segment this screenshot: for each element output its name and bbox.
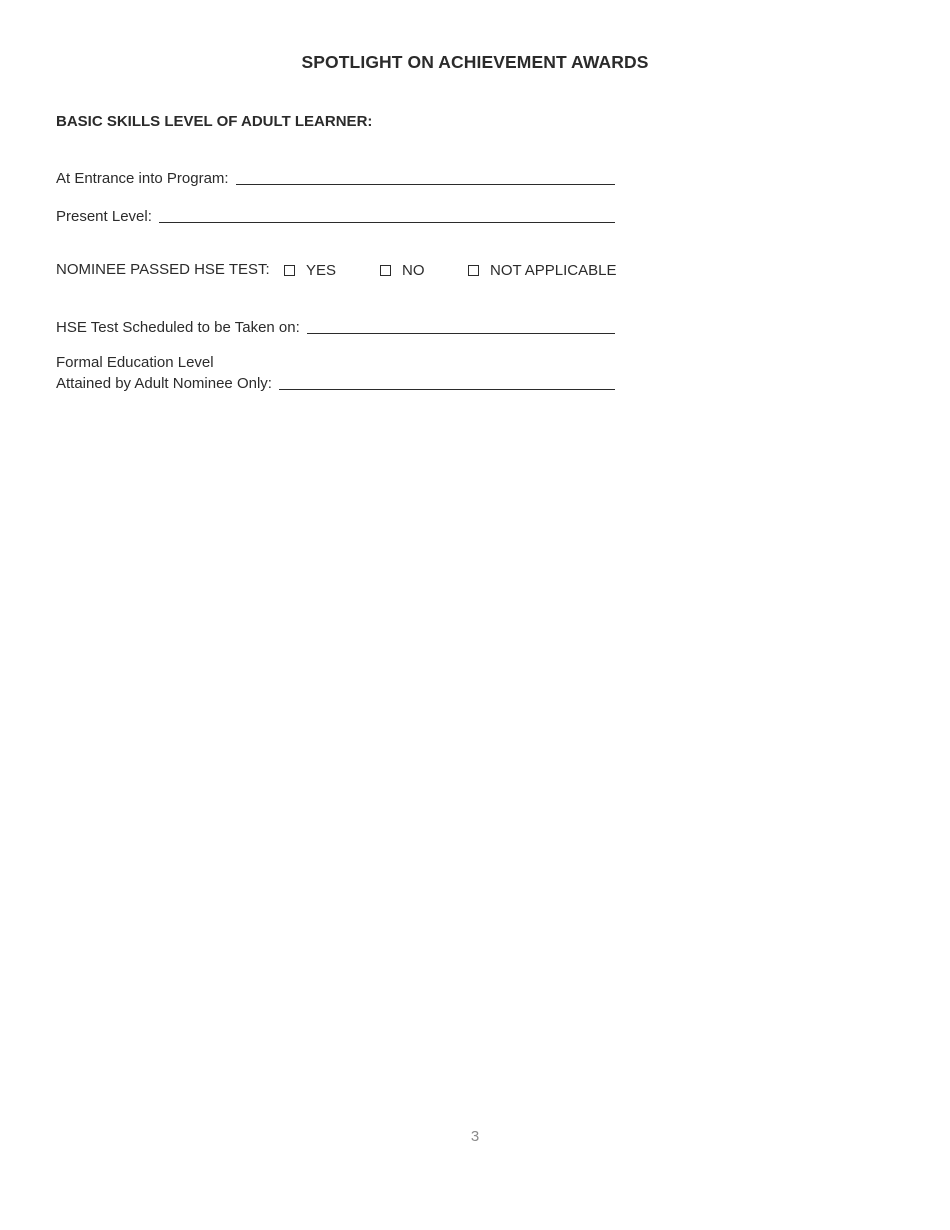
formal-education-label-line1: Formal Education Level: [56, 354, 214, 371]
hse-scheduled-label: HSE Test Scheduled to be Taken on:: [56, 319, 300, 336]
page-number: 3: [470, 1128, 480, 1145]
hse-scheduled-input-line[interactable]: [307, 318, 615, 334]
entrance-level-label: At Entrance into Program:: [56, 170, 229, 187]
formal-education-field: [56, 354, 615, 392]
hse-test-row: [56, 261, 656, 281]
section-heading: BASIC SKILLS LEVEL OF ADULT LEARNER:: [56, 113, 373, 130]
no-option-label: NO: [402, 261, 425, 279]
present-level-field: [56, 205, 615, 225]
hse-option-no[interactable]: [380, 261, 425, 279]
page-title: SPOTLIGHT ON ACHIEVEMENT AWARDS: [301, 52, 649, 72]
hse-option-not-applicable[interactable]: [468, 261, 616, 279]
present-level-label: Present Level:: [56, 208, 152, 225]
yes-option-label: YES: [306, 261, 337, 279]
yes-checkbox[interactable]: [284, 265, 295, 276]
no-checkbox[interactable]: [380, 265, 391, 276]
formal-education-row: [56, 372, 615, 392]
not-applicable-option-label: NOT APPLICABLE: [490, 261, 617, 279]
formal-education-input-line[interactable]: [279, 374, 615, 390]
present-level-input-line[interactable]: [159, 207, 615, 223]
formal-education-label-line2: Attained by Adult Nominee Only:: [56, 375, 272, 392]
not-applicable-checkbox[interactable]: [468, 265, 479, 276]
hse-scheduled-field: [56, 316, 615, 336]
entrance-level-field: [56, 167, 615, 187]
hse-option-yes[interactable]: [284, 261, 336, 279]
entrance-level-input-line[interactable]: [236, 169, 615, 185]
hse-test-label: NOMINEE PASSED HSE TEST:: [56, 261, 270, 278]
